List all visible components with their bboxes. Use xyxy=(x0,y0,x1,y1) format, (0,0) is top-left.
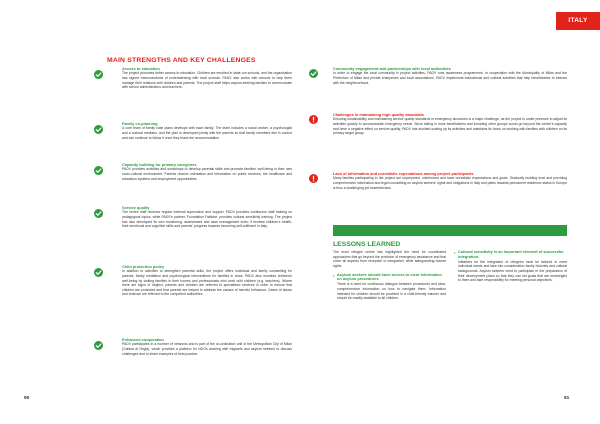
challenge-item xyxy=(309,112,567,136)
strength-item xyxy=(94,264,292,297)
check-icon xyxy=(94,125,103,134)
item-text: PADV provides activities and workshops to develop parental skills and promote families' well-being in their new socio-cultural environment. Parents receive orientation and information on public services, the healthcare and education systems and employment opportunities. xyxy=(122,167,292,181)
lessons-column-left xyxy=(333,250,446,301)
check-icon xyxy=(94,166,103,175)
item-text: The centre staff receives regular external supervision and support. PADV provides continuous staff training on pedagogical topics, while PADV's partner, Foundation Fattiché, provides cultural sensitivity training. The project has also developed its own monitoring, assessment and case management tools; it reviews children's health, their emotional and cognitive skills and parents' progress towards becoming self-sufficient in Italy. xyxy=(122,210,292,229)
item-heading: Access to education xyxy=(122,66,160,71)
country-tag: ITALY xyxy=(556,12,600,30)
warning-icon xyxy=(309,174,318,183)
item-heading: Capacity building for primary caregivers xyxy=(122,162,197,167)
strength-item xyxy=(94,162,292,181)
item-text: Ensuring sustainability and maintaining service quality standards in emergency structures is a major challenge, as the project is under pressure to adjust its activities quickly to accommodate emergency needs. Since taking in more beneficiaries and including other groups would go beyond the centre's capacity and have a negative effect on service quality, PADV has avoided scaling up its activities and maintains its focus on working with families with children on its primary target group. xyxy=(333,117,567,136)
bullet-marker: • xyxy=(333,272,335,278)
lesson-text: Initiatives for the integration of refugees must be tailored to meet individual needs and take into consideration family histories and cultural backgrounds. Asylum seekers need to participate in the preparation of their development plans so that they can set goals that are meaningful to them and take responsibility for meeting personal objectives. xyxy=(458,259,567,283)
strength-item xyxy=(94,121,292,140)
lesson-bullet xyxy=(333,273,446,301)
strength-item xyxy=(94,205,292,229)
item-text: A core team of family case plans develops with each family. The team includes a social worker, a psychologist and a cultural mediator, and the plan is developed jointly with the parents so that family members feel in control and can continue to follow it once they leave the accommodation. xyxy=(122,126,292,140)
strength-item xyxy=(94,337,292,356)
lessons-header-bar xyxy=(333,225,567,236)
check-icon xyxy=(94,268,103,277)
item-heading: Challenges in maintaining high quality standards xyxy=(333,112,424,117)
strength-item xyxy=(309,66,567,85)
section-title-strengths: MAIN STRENGTHS AND KEY CHALLENGES xyxy=(107,57,256,64)
item-text: In order to engage the local community in project activities, PADV runs awareness programmes. In cooperation with the Municipality of Milan and the Prefecture of Milan and private enterprises and local associations, PADV implements educational and cultural activities that help beneficiaries to interact with the neighbourhood. xyxy=(333,71,567,85)
challenge-item xyxy=(309,171,567,190)
item-text: Many families participating in the project are unprepared, uninformed and have unrealistic expectations and goals. Gradually building trust and providing comprehensive information and legal counselling on asylum seekers' rights and obligations in Italy and paths towards permanent residence status in Europe is thus a challenging yet essential task. xyxy=(333,176,567,190)
item-heading: Service quality xyxy=(122,205,150,210)
warning-icon xyxy=(309,115,318,124)
lesson-heading: Asylum seekers should have access to clear information on asylum procedures. xyxy=(337,271,442,282)
item-text: In addition to activities to strengthen parental skills, the project offers individual and family counselling for parents, family mediation and psychological interventions for families in crisis. PADV also monitors children's well-being by visiting families in their homes and professionals who work with children (e.g. teachers). Where there are signs of neglect, parents and children are referred to specialised services in order to ensure that children are protected and that parents are helped to address the causes of harmful behaviour. Cases of abuse and violence are referred to the competent authorities. xyxy=(122,269,292,297)
lessons-column-right xyxy=(454,250,567,283)
page-number-left: 90 xyxy=(24,396,30,401)
item-heading: Child protection policy xyxy=(122,264,165,269)
check-icon xyxy=(94,209,103,218)
item-heading: Enhanced cooperation xyxy=(122,337,164,342)
item-heading: Lack of information and unrealistic expectations among project participants xyxy=(333,171,474,176)
item-text: The project promotes better access to education. Children are enrolled in state-run schools, and the organisation has signed memorandums of understanding with local schools. PADV also works with schools to help them manage their relations with children and parents. The project staff helps asylum-seeking families to communicate with school administrators and teachers. xyxy=(122,71,292,90)
lesson-text: There is a need for continuous dialogue between procedures and clear, comprehensive information on how to navigate them. Information intended for children should be provided in a child-friendly manner and should be readily available to all children. xyxy=(337,282,446,301)
check-icon xyxy=(309,69,318,78)
item-heading: Community engagement and partnerships with local authorities xyxy=(333,66,451,71)
bullet-marker: • xyxy=(454,250,456,255)
page-number-right: 91 xyxy=(564,396,570,401)
check-icon xyxy=(94,341,103,350)
item-heading: Family co-planning xyxy=(122,121,158,126)
section-title-lessons: LESSONS LEARNED xyxy=(333,241,401,248)
right-page xyxy=(300,0,600,424)
lessons-intro: The most refugee centre has highlighted the need for coordinated approaches that go beyond the provision of emergency assistance and that cover all aspects from reception to integration, while safeguarding human rights. xyxy=(333,250,446,268)
strength-item xyxy=(94,66,292,90)
check-icon xyxy=(94,70,103,79)
item-text: PADV participates in a number of networks and is part of the co-ordination unit of the Metropolitan City of Milan (Cabina di Regia), which provides a platform for NGOs working with migrants and asylum seekers to discuss challenges and to share examples of best practice. xyxy=(122,342,292,356)
lesson-bullet xyxy=(454,250,567,283)
lesson-heading: Cultural sensitivity is an important element of successful integration. xyxy=(458,249,564,259)
